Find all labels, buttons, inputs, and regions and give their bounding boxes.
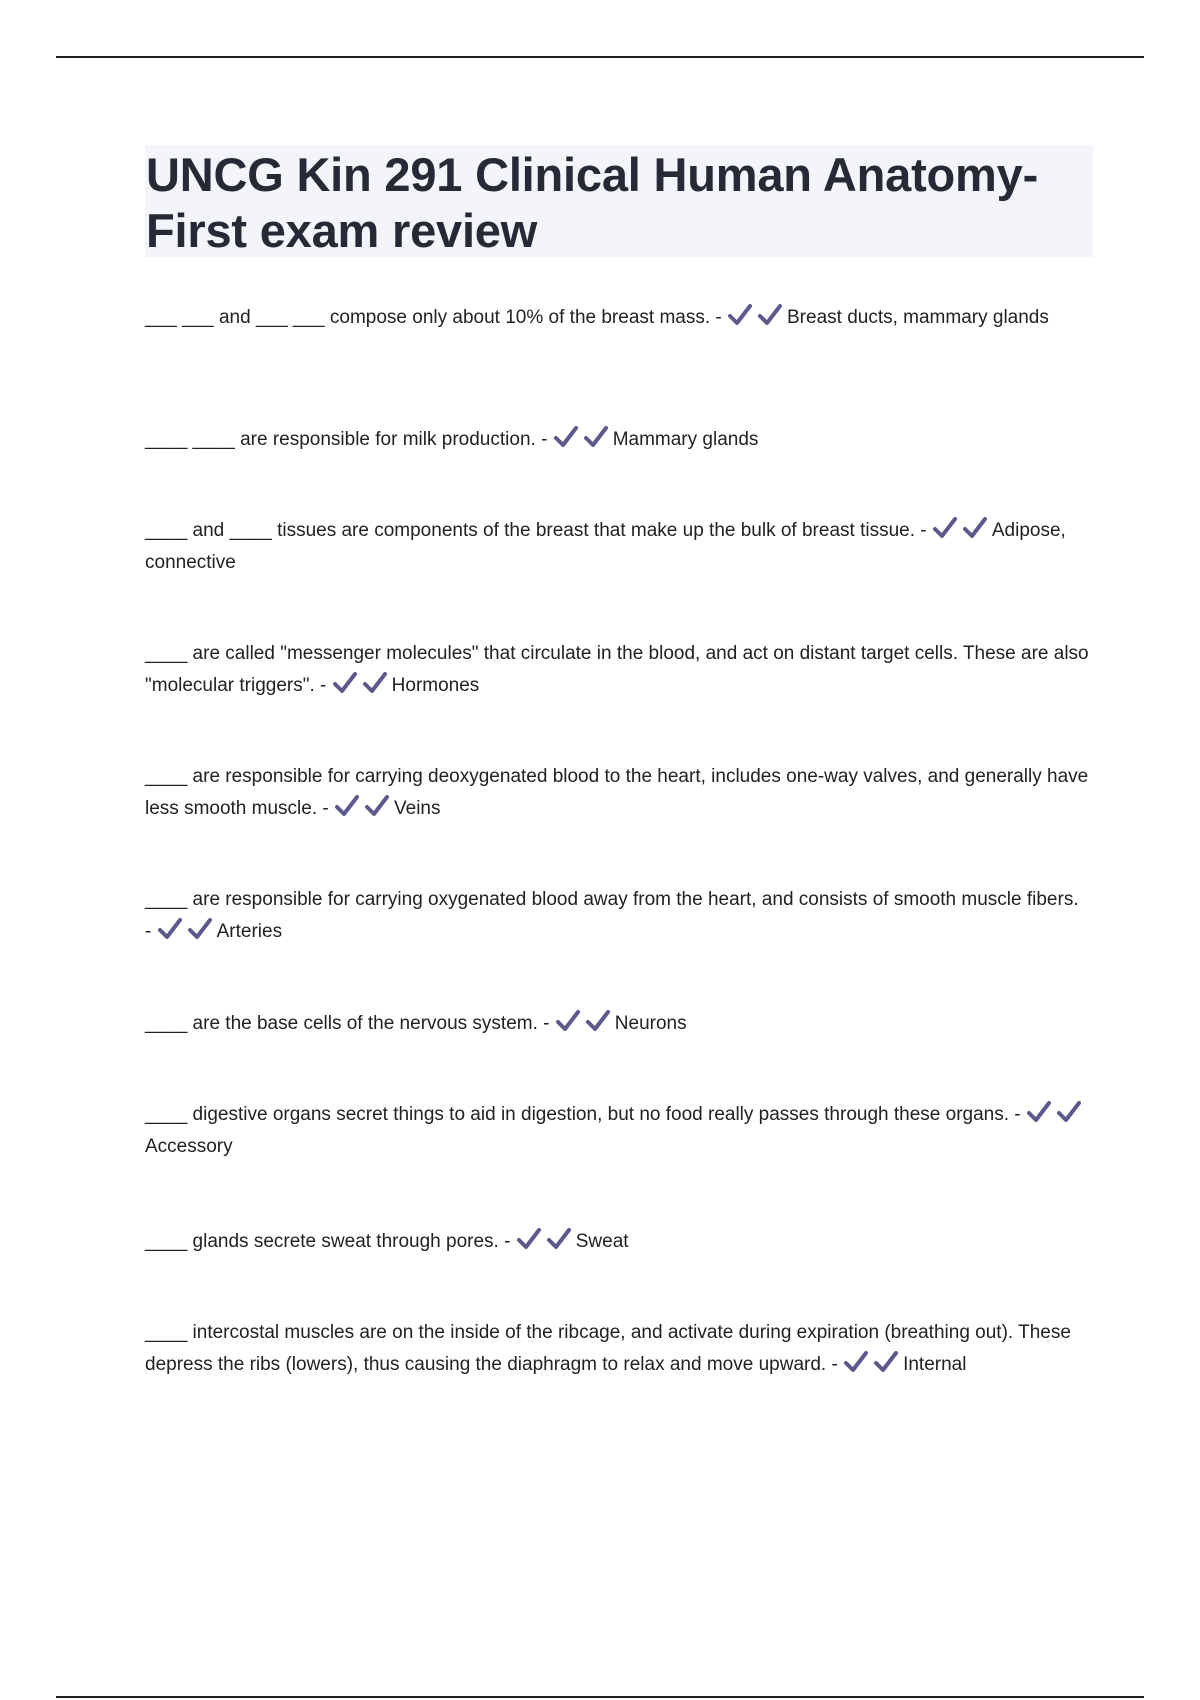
check-mark-icon: [727, 303, 753, 327]
check-mark-icon: [962, 516, 988, 540]
check-mark-icon: [1026, 1100, 1052, 1124]
qa-item-4: [145, 638, 1090, 702]
check-mark-icon: [187, 917, 213, 941]
check-mark-icon: [843, 1350, 869, 1374]
answer-text: Veins: [394, 798, 441, 819]
check-mark-icon: [583, 425, 609, 449]
check-mark-icon: [364, 794, 390, 818]
qa-item-1: [145, 302, 1090, 334]
check-mark-icon: [553, 425, 579, 449]
answer-text: Mammary glands: [612, 429, 759, 450]
answer-text: Adipose, connective: [145, 520, 1066, 573]
page-title: UNCG Kin 291 Clinical Human Anatomy- First exam review: [146, 148, 1039, 257]
question-text: ____ digestive organs secret things to aid in digestion, but no food really passes through these organs. -: [145, 1104, 1021, 1125]
answer-text: Hormones: [391, 675, 480, 696]
question-text: ____ intercostal muscles are on the inside of the ribcage, and activate during expiration (breathing out). These depress the ribs (lowers), thus causing the diaphragm to relax and move upward. -: [145, 1322, 1071, 1375]
check-mark-icon: [1056, 1100, 1082, 1124]
top-divider: [56, 56, 1144, 58]
check-mark-icon: [334, 794, 360, 818]
question-text: ____ are the base cells of the nervous system. -: [145, 1013, 550, 1034]
answer-text: Sweat: [575, 1231, 629, 1252]
bottom-divider: [56, 1696, 1144, 1698]
qa-item-6: [145, 884, 1090, 948]
qa-item-2: [145, 424, 1090, 456]
check-mark-icon: [157, 917, 183, 941]
check-mark-icon: [757, 303, 783, 327]
check-mark-icon: [546, 1227, 572, 1251]
check-mark-icon: [932, 516, 958, 540]
answer-text: Internal: [903, 1354, 967, 1375]
check-mark-icon: [332, 671, 358, 695]
question-text: ___ ___ and ___ ___ compose only about 10% of the breast mass. -: [145, 307, 722, 328]
check-mark-icon: [362, 671, 388, 695]
qa-item-10: [145, 1317, 1090, 1381]
check-mark-icon: [555, 1009, 581, 1033]
qa-item-8: [145, 1099, 1090, 1163]
answer-text: Arteries: [216, 921, 283, 942]
qa-item-7: [145, 1008, 1090, 1040]
question-text: ____ glands secrete sweat through pores. -: [145, 1231, 511, 1252]
check-mark-icon: [873, 1350, 899, 1374]
question-text: ____ and ____ tissues are components of the breast that make up the bulk of breast tissue. -: [145, 520, 927, 541]
qa-item-5: [145, 761, 1090, 825]
question-text: ____ are responsible for carrying deoxygenated blood to the heart, includes one-way valves, and generally have less smooth muscle. -: [145, 766, 1089, 819]
qa-item-3: [145, 515, 1090, 579]
answer-text: Accessory: [145, 1136, 233, 1157]
question-text: ____ are called "messenger molecules" that circulate in the blood, and act on distant target cells. These are also "molecular triggers". -: [145, 643, 1089, 696]
question-text: ____ are responsible for carrying oxygenated blood away from the heart, and consists of smooth muscle fibers. -: [145, 889, 1079, 942]
check-mark-icon: [585, 1009, 611, 1033]
question-text: ____ ____ are responsible for milk production. -: [145, 429, 548, 450]
check-mark-icon: [516, 1227, 542, 1251]
qa-item-9: [145, 1226, 1090, 1258]
answer-text: Breast ducts, mammary glands: [787, 307, 1049, 328]
title-banner: [145, 145, 1093, 257]
answer-text: Neurons: [614, 1013, 687, 1034]
